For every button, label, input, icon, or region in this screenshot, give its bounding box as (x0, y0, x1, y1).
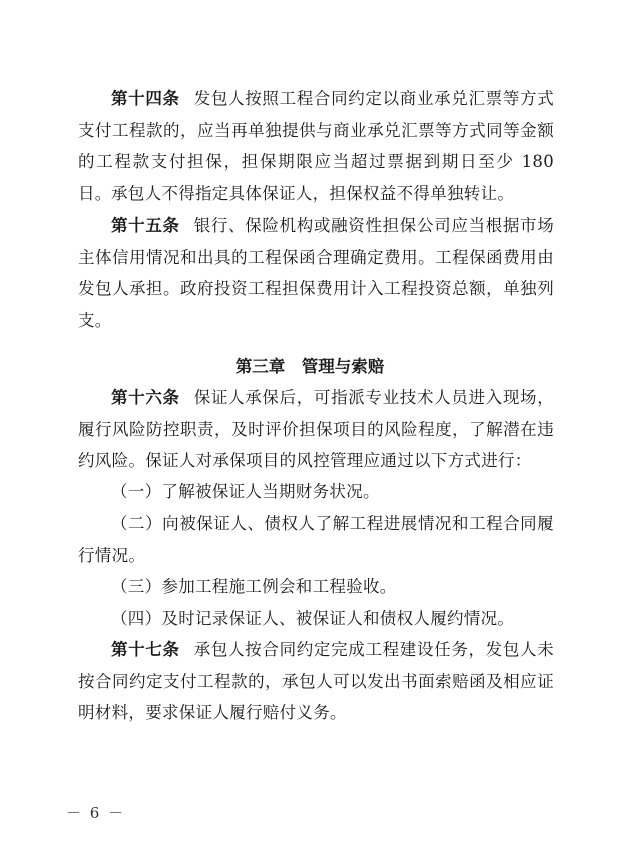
page-number: － 6 － (66, 804, 126, 822)
article-14-paragraph-2: 承包人不得指定具体保证人，担保权益不得单独转让。 (111, 184, 515, 203)
list-item-3: （三）参加工程施工例会和工程验收。 (111, 577, 397, 596)
article-16-label: 第十六条 (111, 388, 180, 407)
article-17 (78, 634, 554, 729)
article-16 (78, 382, 554, 477)
article-14-label: 第十四条 (111, 89, 180, 108)
article-17-text: 承包人按合同约定完成工程建设任务，发包人未按合同约定支付工程款的，承包人可以发出书面索赔函及相应证明材料，要求保证人履行赔付义务。 (78, 640, 554, 723)
article-15-label: 第十五条 (111, 216, 180, 235)
article-14-text: 发包人按照工程合同约定以商业承兑汇票等方式支付工程款的，应当再单独提供与商业承兑汇票等方式同等金额的工程款支付担保，担保期限应当超过票据到期日至少 180 日。 (78, 89, 554, 203)
article-15-text: 银行、保险机构或融资性担保公司应当根据市场主体信用情况和出具的工程保函合理确定费用。工程保函费用由发包人承担。政府投资工程担保费用计入工程投资总额，单独列支。 (78, 216, 554, 330)
article-16-text: 保证人承保后，可指派专业技术人员进入现场，履行风险防控职责，及时评价担保项目的风险程度，了解潜在违约风险。保证人对承保项目的风控管理应通过以下方式进行： (78, 388, 554, 471)
article-17-label: 第十七条 (111, 640, 180, 659)
list-item-4: （四）及时记录保证人、被保证人和债权人履约情况。 (111, 609, 515, 628)
article-15 (78, 210, 554, 336)
chapter-heading: 第三章 管理与索赔 (235, 357, 385, 376)
list-item-1: （一）了解被保证人当期财务状况。 (111, 482, 380, 501)
list-item-2: （二）向被保证人、债权人了解工程进展情况和工程合同履行情况。 (78, 514, 554, 565)
